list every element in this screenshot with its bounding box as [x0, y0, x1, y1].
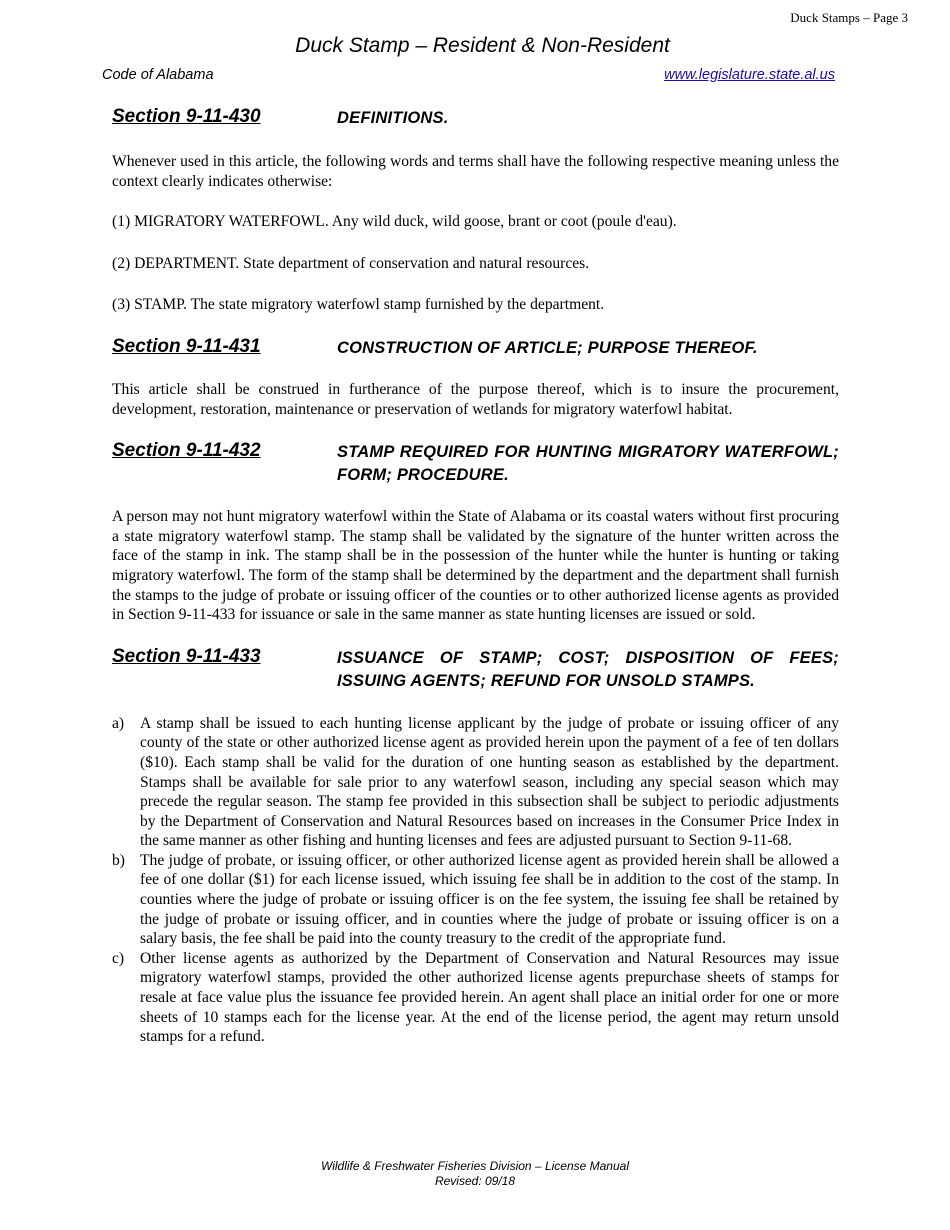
definition-stamp: (3) STAMP. The state migratory waterfowl stamp furnished by the department.	[112, 296, 605, 314]
list-item-letter: a)	[112, 714, 125, 732]
section-432-heading	[112, 440, 839, 487]
section-432-body: A person may not hunt migratory waterfowl within the State of Alabama or its coastal waters without first procuring a state migratory waterfowl stamp. The stamp shall be validated by the signature of the hunter written across the face of the stamp in ink. The stamp shall be in the possession of the hunter while the hunter is hunting or taking migratory waterfowl. The form of the stamp shall be determined by the department and the department shall furnish the stamps to the judge of probate or issuing officer of the counties or to other authorized license agents as provided in Section 9-11-433 for issuance or sale in the same manner as state hunting licenses are issued or sold.	[112, 508, 839, 624]
page-footer	[0, 1159, 950, 1189]
code-label: Code of Alabama	[102, 67, 214, 83]
list-item-text: The judge of probate, or issuing officer, or other authorized license agent as provided herein shall be allowed a fee of one dollar ($1) for each license issued, which issuing fee shall be in addition to the cost of the stamp. In counties where the judge of probate or issuing officer is on the fee system, the issuing fee shall be retained by the judge of probate or issuing officer, and in counties where the judge of probate or issuing officer is on a salary basis, the fee shall be paid into the county treasury to the credit of the appropriate fund.	[140, 851, 839, 948]
footer-revision: Revised: 09/18	[434, 1174, 516, 1188]
section-431-heading	[112, 336, 839, 360]
document-body	[112, 106, 839, 1047]
list-item-text: A stamp shall be issued to each hunting license applicant by the judge of probate or issuing officer of any county of the state or other authorized license agent as provided herein upon the payment of a fee of ten dollars ($10). Each stamp shall be valid for the duration of one hunting season as established by the department. Stamps shall be available for sale prior to any waterfowl season, including any special season which may precede the regular season. The stamp fee provided in this subsection shall be subject to periodic adjustments by the Department of Conservation and Natural Resources based on increases in the Consumer Price Index in the same manner as other fishing and hunting licenses and fees are adjusted pursuant to Section 9-11-68.	[140, 714, 839, 850]
list-item	[112, 851, 839, 949]
section-432-title: STAMP REQUIRED FOR HUNTING MIGRATORY WATERFOWL; FORM; PROCEDURE.	[337, 443, 839, 485]
section-433-title: ISSUANCE OF STAMP; COST; DISPOSITION OF FEES; ISSUING AGENTS; REFUND FOR UNSOLD STAMPS.	[337, 648, 839, 690]
document-title: Duck Stamp – Resident & Non-Resident	[295, 34, 670, 57]
section-430-number: Section 9-11-430	[112, 106, 261, 127]
section-430-heading	[112, 106, 839, 130]
section-432-number: Section 9-11-432	[112, 440, 261, 462]
list-item-letter: b)	[112, 851, 125, 869]
section-433-number: Section 9-11-433	[112, 645, 261, 667]
list-item-letter: c)	[112, 949, 125, 967]
page-number-label: Duck Stamps – Page 3	[790, 10, 908, 25]
section-431-title: CONSTRUCTION OF ARTICLE; PURPOSE THEREOF.	[337, 338, 758, 357]
section-430-intro: Whenever used in this article, the following words and terms shall have the following respective meaning unless the context clearly indicates otherwise:	[112, 153, 839, 190]
list-item-text: Other license agents as authorized by the Department of Conservation and Natural Resources may issue migratory waterfowl stamps, provided the other authorized license agents prepurchase sheets of stamps for resale at face value plus the issuance fee provided herein. An agent shall place an initial order for one or more sheets of 10 stamps each for the license year. At the end of the license period, the agent may return unsold stamps for a refund.	[140, 949, 839, 1046]
section-433-list	[112, 714, 839, 1047]
website-link[interactable]: www.legislature.state.al.us	[664, 67, 835, 83]
section-433-heading	[112, 646, 839, 693]
definition-department: (2) DEPARTMENT. State department of conservation and natural resources.	[112, 254, 590, 272]
list-item	[112, 714, 839, 851]
section-430-title: DEFINITIONS.	[337, 109, 449, 127]
footer-manual-title: Wildlife & Freshwater Fisheries Division – License Manual	[320, 1159, 629, 1173]
list-item	[112, 949, 839, 1047]
section-431-body: This article shall be construed in furtherance of the purpose thereof, which is to insure the procurement, development, restoration, maintenance or preservation of wetlands for migratory waterfowl habitat.	[112, 380, 839, 418]
definition-migratory-waterfowl: (1) MIGRATORY WATERFOWL. Any wild duck, wild goose, brant or coot (poule d'eau).	[112, 213, 677, 231]
section-431-number: Section 9-11-431	[112, 335, 261, 357]
